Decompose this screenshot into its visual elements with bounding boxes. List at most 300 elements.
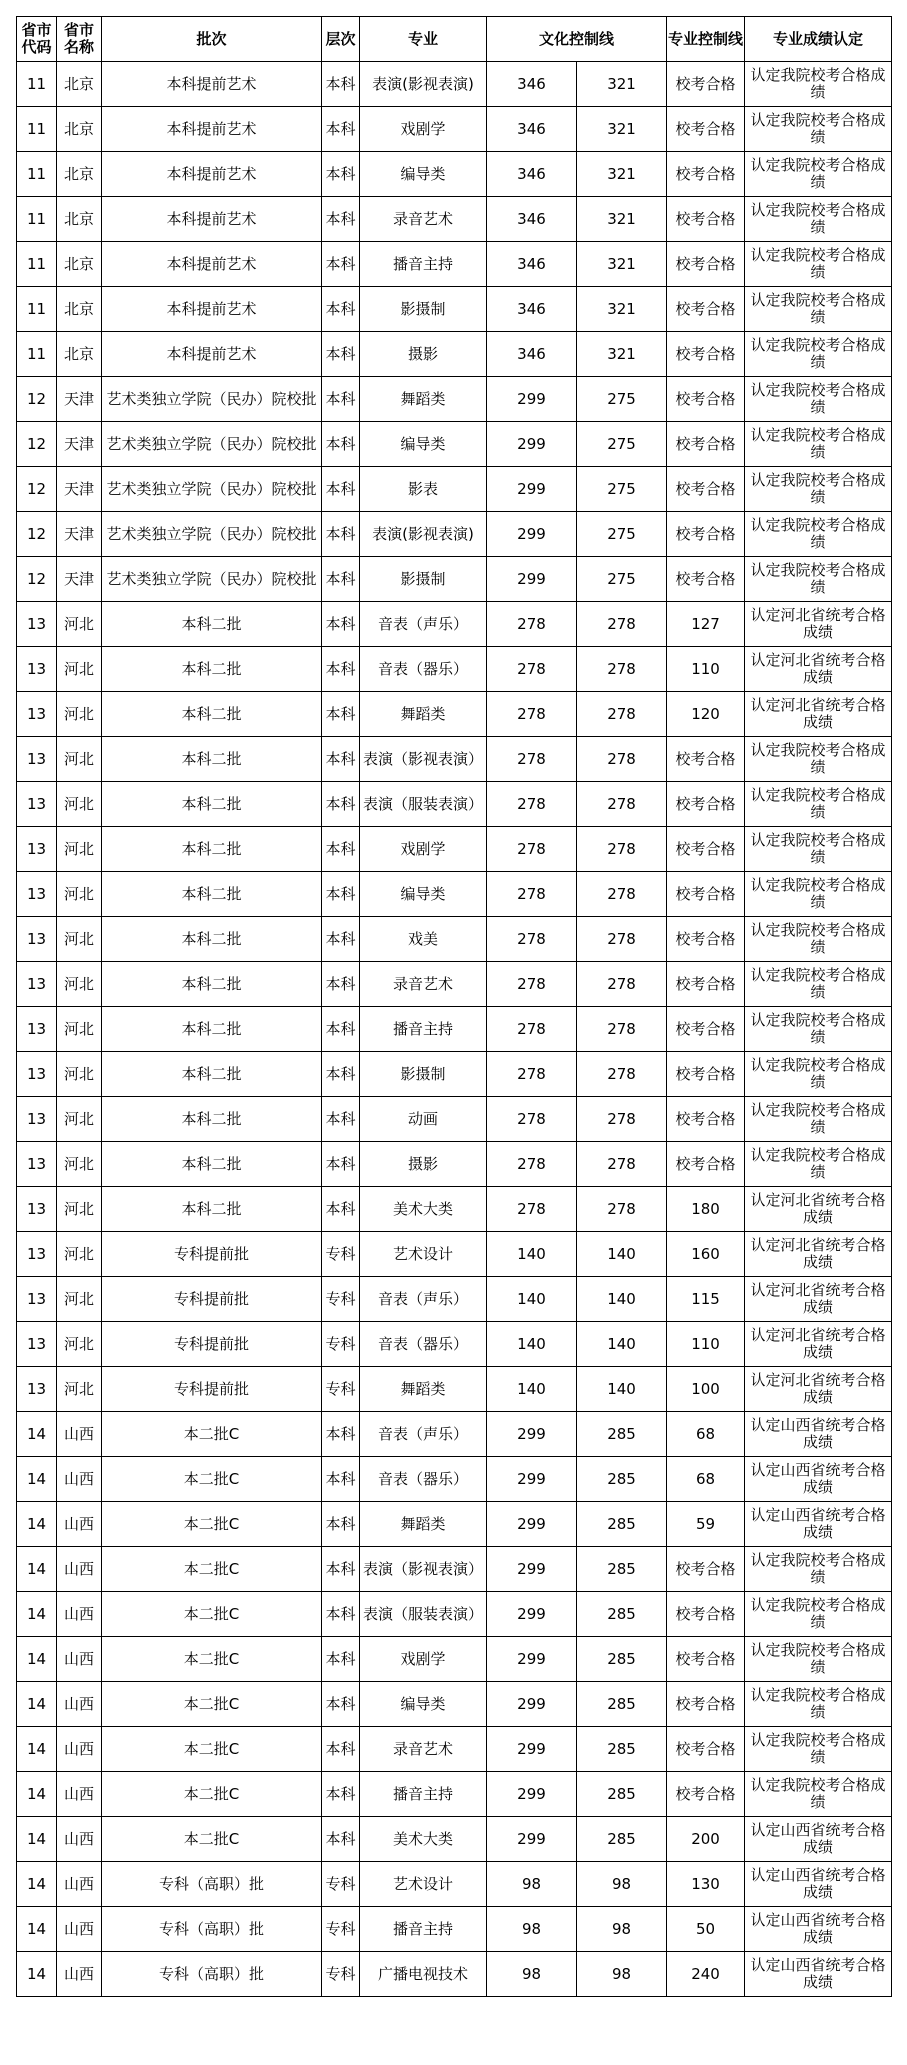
culture-line-2-cell: 278 (577, 917, 667, 962)
level-cell: 本科 (322, 377, 360, 422)
province-code-cell: 14 (17, 1412, 57, 1457)
header-province-name: 省市名称 (57, 17, 102, 62)
culture-line-2-cell: 278 (577, 962, 667, 1007)
batch-cell: 本二批C (102, 1592, 322, 1637)
professional-line-cell: 校考合格 (667, 1727, 745, 1772)
recognition-cell: 认定山西省统考合格成绩 (745, 1862, 892, 1907)
culture-line-1-cell: 299 (487, 1457, 577, 1502)
recognition-cell: 认定我院校考合格成绩 (745, 782, 892, 827)
major-cell: 录音艺术 (360, 197, 487, 242)
table-row (17, 917, 892, 962)
province-name-cell: 山西 (57, 1862, 102, 1907)
level-cell: 本科 (322, 917, 360, 962)
culture-line-1-cell: 346 (487, 197, 577, 242)
professional-line-cell: 校考合格 (667, 332, 745, 377)
professional-line-cell: 校考合格 (667, 152, 745, 197)
professional-line-cell: 校考合格 (667, 62, 745, 107)
table-row (17, 1682, 892, 1727)
province-name-cell: 河北 (57, 1367, 102, 1412)
batch-cell: 专科（高职）批 (102, 1952, 322, 1997)
professional-line-cell: 校考合格 (667, 962, 745, 1007)
major-cell: 影表 (360, 467, 487, 512)
culture-line-1-cell: 98 (487, 1907, 577, 1952)
table-row (17, 1592, 892, 1637)
table-row (17, 1322, 892, 1367)
batch-cell: 艺术类独立学院（民办）院校批 (102, 557, 322, 602)
culture-line-2-cell: 275 (577, 377, 667, 422)
table-row (17, 1457, 892, 1502)
culture-line-2-cell: 285 (577, 1592, 667, 1637)
recognition-cell: 认定我院校考合格成绩 (745, 1772, 892, 1817)
major-cell: 艺术设计 (360, 1232, 487, 1277)
province-code-cell: 14 (17, 1862, 57, 1907)
table-row (17, 1232, 892, 1277)
culture-line-1-cell: 278 (487, 737, 577, 782)
level-cell: 本科 (322, 467, 360, 512)
table-body (17, 62, 892, 1997)
culture-line-1-cell: 140 (487, 1277, 577, 1322)
table-row (17, 1637, 892, 1682)
table-row (17, 1772, 892, 1817)
recognition-cell: 认定我院校考合格成绩 (745, 377, 892, 422)
province-name-cell: 河北 (57, 1007, 102, 1052)
level-cell: 专科 (322, 1277, 360, 1322)
level-cell: 本科 (322, 107, 360, 152)
header-professional-control-line: 专业控制线 (667, 17, 745, 62)
batch-cell: 本科二批 (102, 692, 322, 737)
province-code-cell: 13 (17, 1052, 57, 1097)
culture-line-1-cell: 278 (487, 827, 577, 872)
major-cell: 舞蹈类 (360, 1367, 487, 1412)
major-cell: 戏剧学 (360, 1637, 487, 1682)
table-row (17, 377, 892, 422)
major-cell: 播音主持 (360, 1007, 487, 1052)
province-code-cell: 11 (17, 152, 57, 197)
province-code-cell: 11 (17, 107, 57, 152)
batch-cell: 本二批C (102, 1727, 322, 1772)
province-name-cell: 河北 (57, 1187, 102, 1232)
table-row (17, 1187, 892, 1232)
batch-cell: 本科二批 (102, 1187, 322, 1232)
batch-cell: 专科提前批 (102, 1277, 322, 1322)
table-row (17, 1907, 892, 1952)
major-cell: 录音艺术 (360, 1727, 487, 1772)
batch-cell: 本科二批 (102, 917, 322, 962)
major-cell: 影摄制 (360, 1052, 487, 1097)
level-cell: 本科 (322, 1817, 360, 1862)
province-code-cell: 13 (17, 1322, 57, 1367)
recognition-cell: 认定河北省统考合格成绩 (745, 692, 892, 737)
recognition-cell: 认定我院校考合格成绩 (745, 1097, 892, 1142)
table-row (17, 1727, 892, 1772)
culture-line-2-cell: 321 (577, 107, 667, 152)
province-code-cell: 14 (17, 1952, 57, 1997)
province-name-cell: 河北 (57, 1322, 102, 1367)
professional-line-cell: 校考合格 (667, 107, 745, 152)
professional-line-cell: 110 (667, 1322, 745, 1367)
level-cell: 专科 (322, 1952, 360, 1997)
batch-cell: 专科（高职）批 (102, 1862, 322, 1907)
culture-line-2-cell: 140 (577, 1232, 667, 1277)
table-row (17, 872, 892, 917)
culture-line-1-cell: 346 (487, 107, 577, 152)
table-row (17, 1952, 892, 1997)
batch-cell: 本科提前艺术 (102, 332, 322, 377)
culture-line-1-cell: 278 (487, 1007, 577, 1052)
culture-line-1-cell: 299 (487, 1502, 577, 1547)
header-score-recognition: 专业成绩认定 (745, 17, 892, 62)
culture-line-2-cell: 285 (577, 1727, 667, 1772)
recognition-cell: 认定我院校考合格成绩 (745, 332, 892, 377)
level-cell: 本科 (322, 872, 360, 917)
batch-cell: 本科二批 (102, 737, 322, 782)
culture-line-1-cell: 346 (487, 152, 577, 197)
level-cell: 本科 (322, 782, 360, 827)
major-cell: 摄影 (360, 1142, 487, 1187)
batch-cell: 本二批C (102, 1772, 322, 1817)
level-cell: 本科 (322, 647, 360, 692)
professional-line-cell: 校考合格 (667, 422, 745, 467)
culture-line-2-cell: 278 (577, 872, 667, 917)
culture-line-1-cell: 299 (487, 467, 577, 512)
province-code-cell: 11 (17, 332, 57, 377)
level-cell: 本科 (322, 1637, 360, 1682)
province-name-cell: 河北 (57, 1097, 102, 1142)
province-name-cell: 山西 (57, 1817, 102, 1862)
batch-cell: 艺术类独立学院（民办）院校批 (102, 377, 322, 422)
professional-line-cell: 校考合格 (667, 467, 745, 512)
province-name-cell: 山西 (57, 1547, 102, 1592)
level-cell: 本科 (322, 1007, 360, 1052)
recognition-cell: 认定我院校考合格成绩 (745, 1592, 892, 1637)
major-cell: 表演（服装表演） (360, 782, 487, 827)
culture-line-1-cell: 278 (487, 602, 577, 647)
recognition-cell: 认定我院校考合格成绩 (745, 467, 892, 512)
batch-cell: 本科二批 (102, 1097, 322, 1142)
level-cell: 本科 (322, 1457, 360, 1502)
major-cell: 录音艺术 (360, 962, 487, 1007)
level-cell: 本科 (322, 962, 360, 1007)
major-cell: 音表（器乐） (360, 647, 487, 692)
province-code-cell: 14 (17, 1727, 57, 1772)
province-code-cell: 12 (17, 422, 57, 467)
batch-cell: 本二批C (102, 1637, 322, 1682)
recognition-cell: 认定山西省统考合格成绩 (745, 1817, 892, 1862)
culture-line-1-cell: 98 (487, 1952, 577, 1997)
culture-line-1-cell: 299 (487, 377, 577, 422)
recognition-cell: 认定我院校考合格成绩 (745, 872, 892, 917)
professional-line-cell: 校考合格 (667, 1682, 745, 1727)
province-name-cell: 山西 (57, 1772, 102, 1817)
province-code-cell: 13 (17, 602, 57, 647)
table-row (17, 1097, 892, 1142)
recognition-cell: 认定我院校考合格成绩 (745, 152, 892, 197)
culture-line-2-cell: 278 (577, 737, 667, 782)
province-name-cell: 北京 (57, 197, 102, 242)
professional-line-cell: 240 (667, 1952, 745, 1997)
province-name-cell: 北京 (57, 152, 102, 197)
table-row (17, 1817, 892, 1862)
table-row (17, 152, 892, 197)
header-province-code: 省市代码 (17, 17, 57, 62)
batch-cell: 艺术类独立学院（民办）院校批 (102, 512, 322, 557)
table-row (17, 467, 892, 512)
table-row (17, 1142, 892, 1187)
major-cell: 艺术设计 (360, 1862, 487, 1907)
table-row (17, 827, 892, 872)
level-cell: 本科 (322, 512, 360, 557)
culture-line-1-cell: 278 (487, 647, 577, 692)
province-code-cell: 14 (17, 1907, 57, 1952)
province-name-cell: 河北 (57, 1277, 102, 1322)
province-name-cell: 天津 (57, 422, 102, 467)
culture-line-1-cell: 98 (487, 1862, 577, 1907)
level-cell: 本科 (322, 1052, 360, 1097)
major-cell: 舞蹈类 (360, 1502, 487, 1547)
major-cell: 播音主持 (360, 242, 487, 287)
culture-line-1-cell: 299 (487, 1547, 577, 1592)
province-name-cell: 山西 (57, 1592, 102, 1637)
province-name-cell: 北京 (57, 287, 102, 332)
culture-line-2-cell: 321 (577, 242, 667, 287)
level-cell: 本科 (322, 422, 360, 467)
major-cell: 戏剧学 (360, 827, 487, 872)
province-code-cell: 11 (17, 287, 57, 332)
recognition-cell: 认定我院校考合格成绩 (745, 242, 892, 287)
major-cell: 表演（影视表演） (360, 1547, 487, 1592)
recognition-cell: 认定河北省统考合格成绩 (745, 1322, 892, 1367)
batch-cell: 本二批C (102, 1457, 322, 1502)
culture-line-1-cell: 346 (487, 287, 577, 332)
table-row (17, 1052, 892, 1097)
province-code-cell: 14 (17, 1682, 57, 1727)
culture-line-2-cell: 98 (577, 1862, 667, 1907)
province-name-cell: 天津 (57, 557, 102, 602)
professional-line-cell: 180 (667, 1187, 745, 1232)
level-cell: 本科 (322, 1142, 360, 1187)
culture-line-1-cell: 346 (487, 242, 577, 287)
culture-line-2-cell: 98 (577, 1907, 667, 1952)
culture-line-1-cell: 278 (487, 917, 577, 962)
table-row (17, 197, 892, 242)
professional-line-cell: 校考合格 (667, 737, 745, 782)
culture-line-2-cell: 140 (577, 1322, 667, 1367)
table-row (17, 287, 892, 332)
recognition-cell: 认定河北省统考合格成绩 (745, 1232, 892, 1277)
culture-line-2-cell: 278 (577, 692, 667, 737)
batch-cell: 艺术类独立学院（民办）院校批 (102, 467, 322, 512)
culture-line-2-cell: 278 (577, 1052, 667, 1097)
table-row (17, 422, 892, 467)
level-cell: 本科 (322, 152, 360, 197)
major-cell: 编导类 (360, 872, 487, 917)
province-code-cell: 13 (17, 737, 57, 782)
province-name-cell: 河北 (57, 827, 102, 872)
professional-line-cell: 130 (667, 1862, 745, 1907)
table-row (17, 692, 892, 737)
province-code-cell: 14 (17, 1502, 57, 1547)
province-code-cell: 11 (17, 197, 57, 242)
major-cell: 美术大类 (360, 1817, 487, 1862)
province-code-cell: 13 (17, 1187, 57, 1232)
province-name-cell: 山西 (57, 1682, 102, 1727)
professional-line-cell: 校考合格 (667, 287, 745, 332)
province-code-cell: 13 (17, 1367, 57, 1412)
recognition-cell: 认定我院校考合格成绩 (745, 917, 892, 962)
batch-cell: 本科提前艺术 (102, 197, 322, 242)
major-cell: 编导类 (360, 1682, 487, 1727)
province-name-cell: 山西 (57, 1907, 102, 1952)
professional-line-cell: 校考合格 (667, 1142, 745, 1187)
province-name-cell: 河北 (57, 962, 102, 1007)
recognition-cell: 认定我院校考合格成绩 (745, 512, 892, 557)
culture-line-2-cell: 278 (577, 647, 667, 692)
major-cell: 表演(影视表演) (360, 62, 487, 107)
province-name-cell: 天津 (57, 512, 102, 557)
professional-line-cell: 200 (667, 1817, 745, 1862)
table-row (17, 1367, 892, 1412)
province-name-cell: 河北 (57, 1052, 102, 1097)
province-code-cell: 13 (17, 647, 57, 692)
header-level: 层次 (322, 17, 360, 62)
province-name-cell: 河北 (57, 602, 102, 647)
province-code-cell: 13 (17, 1007, 57, 1052)
province-code-cell: 13 (17, 1142, 57, 1187)
batch-cell: 本科二批 (102, 647, 322, 692)
province-code-cell: 13 (17, 962, 57, 1007)
header-row (17, 17, 892, 62)
province-name-cell: 河北 (57, 1232, 102, 1277)
batch-cell: 本二批C (102, 1412, 322, 1457)
professional-line-cell: 校考合格 (667, 197, 745, 242)
major-cell: 舞蹈类 (360, 692, 487, 737)
major-cell: 编导类 (360, 152, 487, 197)
province-name-cell: 山西 (57, 1952, 102, 1997)
level-cell: 专科 (322, 1907, 360, 1952)
culture-line-1-cell: 346 (487, 62, 577, 107)
culture-line-2-cell: 98 (577, 1952, 667, 1997)
major-cell: 戏剧学 (360, 107, 487, 152)
province-code-cell: 13 (17, 1097, 57, 1142)
batch-cell: 本科二批 (102, 872, 322, 917)
batch-cell: 本科提前艺术 (102, 287, 322, 332)
culture-line-2-cell: 285 (577, 1547, 667, 1592)
recognition-cell: 认定我院校考合格成绩 (745, 287, 892, 332)
major-cell: 舞蹈类 (360, 377, 487, 422)
recognition-cell: 认定我院校考合格成绩 (745, 1007, 892, 1052)
recognition-cell: 认定我院校考合格成绩 (745, 962, 892, 1007)
culture-line-2-cell: 285 (577, 1817, 667, 1862)
culture-line-2-cell: 285 (577, 1502, 667, 1547)
culture-line-1-cell: 278 (487, 962, 577, 1007)
professional-line-cell: 68 (667, 1457, 745, 1502)
province-name-cell: 山西 (57, 1727, 102, 1772)
province-code-cell: 14 (17, 1817, 57, 1862)
culture-line-2-cell: 321 (577, 332, 667, 377)
major-cell: 播音主持 (360, 1772, 487, 1817)
culture-line-1-cell: 278 (487, 872, 577, 917)
province-name-cell: 山西 (57, 1502, 102, 1547)
province-name-cell: 河北 (57, 737, 102, 782)
table-row (17, 647, 892, 692)
culture-line-2-cell: 321 (577, 287, 667, 332)
recognition-cell: 认定山西省统考合格成绩 (745, 1412, 892, 1457)
level-cell: 本科 (322, 557, 360, 602)
level-cell: 本科 (322, 1547, 360, 1592)
level-cell: 本科 (322, 602, 360, 647)
major-cell: 播音主持 (360, 1907, 487, 1952)
province-code-cell: 12 (17, 512, 57, 557)
recognition-cell: 认定山西省统考合格成绩 (745, 1457, 892, 1502)
table-row (17, 1007, 892, 1052)
culture-line-2-cell: 275 (577, 557, 667, 602)
table-row (17, 107, 892, 152)
level-cell: 专科 (322, 1232, 360, 1277)
level-cell: 本科 (322, 1772, 360, 1817)
table-row (17, 602, 892, 647)
batch-cell: 本科提前艺术 (102, 152, 322, 197)
culture-line-1-cell: 278 (487, 1187, 577, 1232)
professional-line-cell: 校考合格 (667, 557, 745, 602)
recognition-cell: 认定我院校考合格成绩 (745, 1052, 892, 1097)
recognition-cell: 认定我院校考合格成绩 (745, 557, 892, 602)
level-cell: 本科 (322, 332, 360, 377)
professional-line-cell: 校考合格 (667, 917, 745, 962)
professional-line-cell: 50 (667, 1907, 745, 1952)
level-cell: 本科 (322, 1682, 360, 1727)
province-code-cell: 14 (17, 1637, 57, 1682)
province-name-cell: 河北 (57, 782, 102, 827)
culture-line-1-cell: 299 (487, 1412, 577, 1457)
table-row (17, 62, 892, 107)
batch-cell: 专科提前批 (102, 1232, 322, 1277)
professional-line-cell: 校考合格 (667, 1637, 745, 1682)
professional-line-cell: 校考合格 (667, 1547, 745, 1592)
recognition-cell: 认定山西省统考合格成绩 (745, 1907, 892, 1952)
recognition-cell: 认定山西省统考合格成绩 (745, 1502, 892, 1547)
culture-line-1-cell: 346 (487, 332, 577, 377)
batch-cell: 本二批C (102, 1682, 322, 1727)
major-cell: 戏美 (360, 917, 487, 962)
recognition-cell: 认定我院校考合格成绩 (745, 1547, 892, 1592)
professional-line-cell: 校考合格 (667, 782, 745, 827)
culture-line-2-cell: 278 (577, 1142, 667, 1187)
level-cell: 本科 (322, 1727, 360, 1772)
culture-line-1-cell: 140 (487, 1367, 577, 1412)
level-cell: 本科 (322, 737, 360, 782)
culture-line-1-cell: 299 (487, 1772, 577, 1817)
recognition-cell: 认定我院校考合格成绩 (745, 107, 892, 152)
table-row (17, 1412, 892, 1457)
level-cell: 本科 (322, 1592, 360, 1637)
batch-cell: 本二批C (102, 1547, 322, 1592)
major-cell: 广播电视技术 (360, 1952, 487, 1997)
culture-line-1-cell: 299 (487, 512, 577, 557)
professional-line-cell: 68 (667, 1412, 745, 1457)
professional-line-cell: 127 (667, 602, 745, 647)
culture-line-2-cell: 278 (577, 1097, 667, 1142)
professional-line-cell: 110 (667, 647, 745, 692)
recognition-cell: 认定我院校考合格成绩 (745, 737, 892, 782)
level-cell: 本科 (322, 242, 360, 287)
culture-line-2-cell: 278 (577, 1007, 667, 1052)
major-cell: 表演(影视表演) (360, 512, 487, 557)
batch-cell: 专科提前批 (102, 1322, 322, 1367)
recognition-cell: 认定河北省统考合格成绩 (745, 602, 892, 647)
professional-line-cell: 100 (667, 1367, 745, 1412)
table-row (17, 1862, 892, 1907)
table-row (17, 737, 892, 782)
